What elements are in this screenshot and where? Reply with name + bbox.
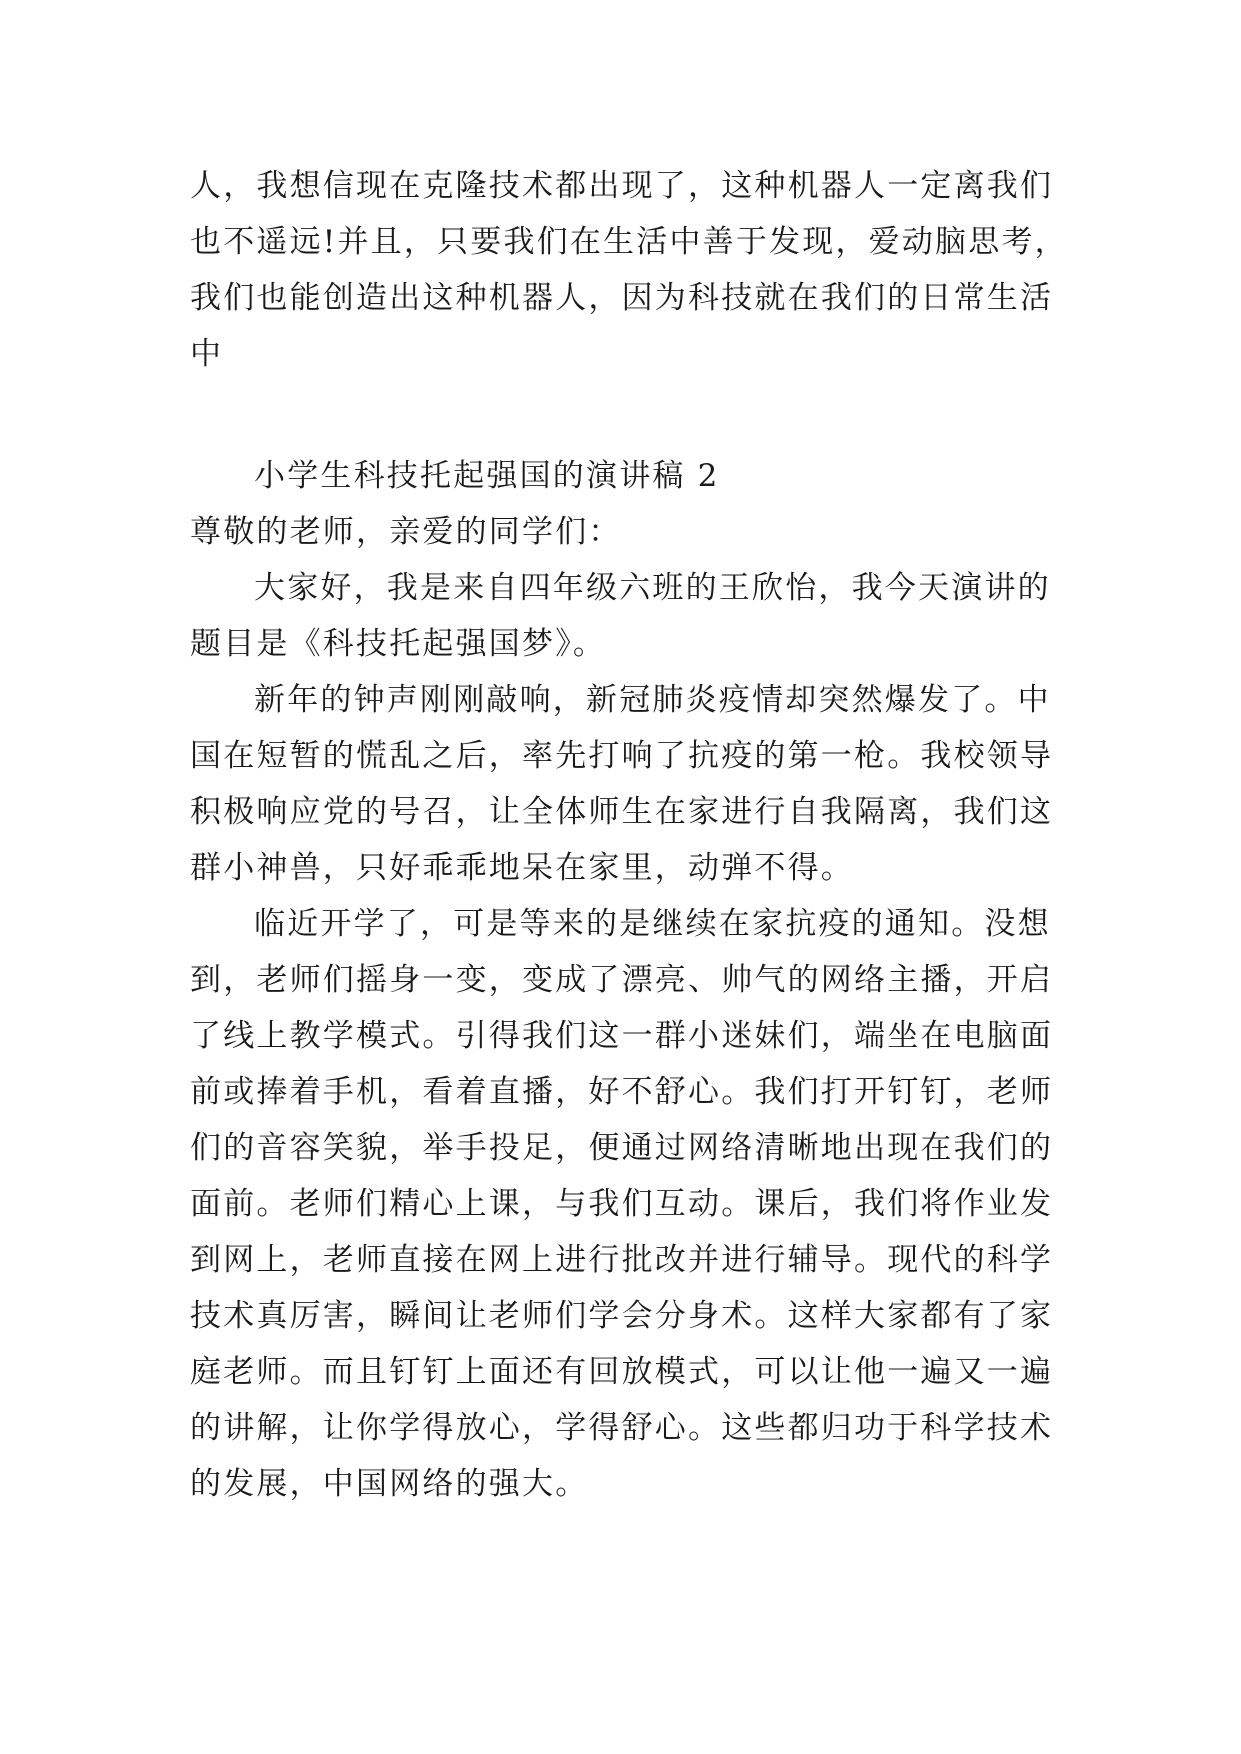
paragraph-2-line-2: 国在短暂的慌乱之后，率先打响了抗疫的第一枪。我校领导: [190, 738, 1054, 774]
continuation-line-2: 也不遥远!并且，只要我们在生活中善于发现，爱动脑思考，: [190, 224, 1068, 260]
paragraph-2-line-4: 群小神兽，只好乖乖地呆在家里，动弹不得。: [190, 850, 854, 886]
continuation-line-3: 我们也能创造出这种机器人，因为科技就在我们的日常生活: [190, 280, 1054, 316]
paragraph-1-line-2: 题目是《科技托起强国梦》。: [190, 626, 607, 662]
paragraph-3-line-6: 面前。老师们精心上课，与我们互动。课后，我们将作业发: [190, 1186, 1054, 1222]
paragraph-3-line-8: 技术真厉害，瞬间让老师们学会分身术。这样大家都有了家: [190, 1298, 1054, 1334]
paragraph-1-line-1: 大家好，我是来自四年级六班的王欣怡，我今天演讲的: [254, 570, 1051, 606]
paragraph-2-line-3: 积极响应党的号召，让全体师生在家进行自我隔离，我们这: [190, 794, 1054, 830]
paragraph-3-line-5: 们的音容笑貌，举手投足，便通过网络清晰地出现在我们的: [190, 1130, 1054, 1166]
paragraph-3-line-7: 到网上，老师直接在网上进行批改并进行辅导。现代的科学: [190, 1242, 1054, 1278]
paragraph-3-line-2: 到，老师们摇身一变，变成了漂亮、帅气的网络主播，开启: [190, 962, 1054, 998]
paragraph-2-line-1: 新年的钟声刚刚敲响，新冠肺炎疫情却突然爆发了。中: [254, 682, 1051, 718]
speech-greeting: 尊敬的老师，亲爱的同学们：: [190, 514, 622, 550]
paragraph-3-line-10: 的讲解，让你学得放心，学得舒心。这些都归功于科学技术: [190, 1410, 1054, 1446]
speech-title: 小学生科技托起强国的演讲稿 2: [254, 458, 720, 494]
paragraph-3-line-9: 庭老师。而且钉钉上面还有回放模式，可以让他一遍又一遍: [190, 1354, 1054, 1390]
continuation-line-1: 人，我想信现在克隆技术都出现了，这种机器人一定离我们: [190, 168, 1054, 204]
paragraph-3-line-1: 临近开学了，可是等来的是继续在家抗疫的通知。没想: [254, 906, 1051, 942]
paragraph-3-line-4: 前或捧着手机，看着直播，好不舒心。我们打开钉钉，老师: [190, 1074, 1054, 1110]
paragraph-3-line-11: 的发展，中国网络的强大。: [190, 1466, 589, 1502]
continuation-line-4: 中: [190, 336, 224, 372]
paragraph-3-line-3: 了线上教学模式。引得我们这一群小迷妹们，端坐在电脑面: [190, 1018, 1054, 1054]
